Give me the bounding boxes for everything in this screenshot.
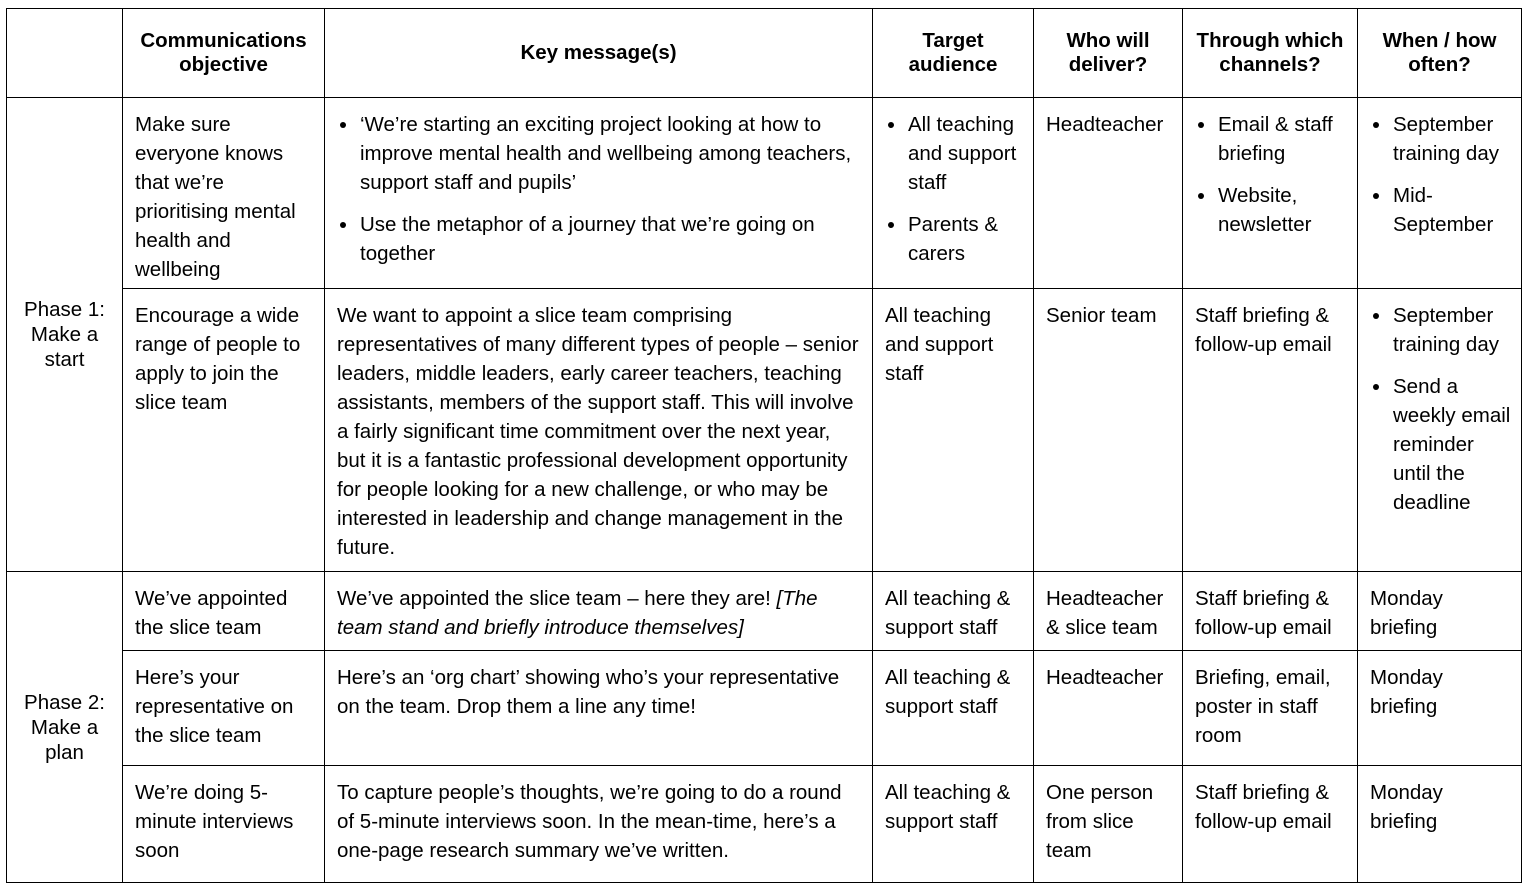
- list-item: Email & staff briefing: [1195, 110, 1349, 168]
- header-key-messages: Key message(s): [325, 9, 873, 98]
- objective-cell: Make sure everyone knows that we’re prioritising mental health and wellbeing: [123, 98, 325, 289]
- header-row: [7, 9, 1522, 98]
- key-message-cell: [325, 98, 873, 289]
- table-row: [7, 651, 1522, 766]
- list-item: Parents & carers: [885, 210, 1025, 268]
- list-item: Use the metaphor of a journey that we’re going on together: [337, 210, 864, 268]
- audience-cell: All teaching & support staff: [873, 651, 1034, 766]
- channels-cell: Briefing, email, poster in staff room: [1183, 651, 1358, 766]
- audience-cell: All teaching & support staff: [873, 766, 1034, 883]
- when-cell: Monday briefing: [1358, 651, 1522, 766]
- deliver-cell: Senior team: [1034, 289, 1183, 572]
- key-message-text: We’ve appointed the slice team – here they are!: [337, 587, 771, 610]
- key-message-cell: [325, 572, 873, 651]
- key-message-cell: Here’s an ‘org chart’ showing who’s your representative on the team. Drop them a line any time!: [325, 651, 873, 766]
- objective-cell: Encourage a wide range of people to apply to join the slice team: [123, 289, 325, 572]
- audience-cell: [873, 98, 1034, 289]
- when-cell: Monday briefing: [1358, 572, 1522, 651]
- deliver-cell: Headteacher: [1034, 98, 1183, 289]
- when-list: [1370, 110, 1513, 239]
- when-cell: [1358, 289, 1522, 572]
- channels-cell: [1183, 98, 1358, 289]
- header-objective: Communications objective: [123, 9, 325, 98]
- phase-1-label: Phase 1: Make a start: [7, 98, 123, 572]
- list-item: Send a weekly email reminder until the deadline: [1370, 372, 1513, 517]
- channels-cell: Staff briefing & follow-up email: [1183, 572, 1358, 651]
- audience-list: [885, 110, 1025, 268]
- header-when: When / how often?: [1358, 9, 1522, 98]
- header-who-will-deliver: Who will deliver?: [1034, 9, 1183, 98]
- when-list: [1370, 301, 1513, 517]
- key-message-cell: To capture people’s thoughts, we’re going to do a round of 5-minute interviews soon. In the mean-time, here’s a one-page research summary we’ve written.: [325, 766, 873, 883]
- audience-cell: All teaching and support staff: [873, 289, 1034, 572]
- list-item: September training day: [1370, 301, 1513, 359]
- table-row: [7, 98, 1522, 289]
- header-phase: [7, 9, 123, 98]
- key-message-cell: We want to appoint a slice team comprising representatives of many different types of people – senior leaders, middle leaders, early career teachers, teaching assistants, members of the support staff. This will involve a fairly significant time commitment over the next year, but it is a fantastic professional development opportunity for people looking for a new challenge, or who may be interested in leadership and change management in the future.: [325, 289, 873, 572]
- deliver-cell: Headteacher: [1034, 651, 1183, 766]
- table-row: [7, 289, 1522, 572]
- key-message-list: [337, 110, 864, 268]
- header-channels: Through which channels?: [1183, 9, 1358, 98]
- objective-cell: We’ve appointed the slice team: [123, 572, 325, 651]
- list-item: All teaching and support staff: [885, 110, 1025, 197]
- list-item: Mid-September: [1370, 181, 1513, 239]
- deliver-cell: One person from slice team: [1034, 766, 1183, 883]
- header-target-audience: Target audience: [873, 9, 1034, 98]
- phase-2-label: Phase 2: Make a plan: [7, 572, 123, 883]
- when-cell: [1358, 98, 1522, 289]
- objective-cell: We’re doing 5-minute interviews soon: [123, 766, 325, 883]
- channels-list: [1195, 110, 1349, 239]
- table-row: [7, 766, 1522, 883]
- list-item: ‘We’re starting an exciting project looking at how to improve mental health and wellbeing among teachers, support staff and pupils’: [337, 110, 864, 197]
- table-row: [7, 572, 1522, 651]
- objective-cell: Here’s your representative on the slice team: [123, 651, 325, 766]
- list-item: Website, newsletter: [1195, 181, 1349, 239]
- key-message-italic-note: [The team stand and briefly introduce themselves]: [337, 587, 818, 639]
- communications-plan-table: [6, 8, 1522, 883]
- channels-cell: Staff briefing & follow-up email: [1183, 289, 1358, 572]
- channels-cell: Staff briefing & follow-up email: [1183, 766, 1358, 883]
- deliver-cell: Headteacher & slice team: [1034, 572, 1183, 651]
- when-cell: Monday briefing: [1358, 766, 1522, 883]
- list-item: September training day: [1370, 110, 1513, 168]
- audience-cell: All teaching & support staff: [873, 572, 1034, 651]
